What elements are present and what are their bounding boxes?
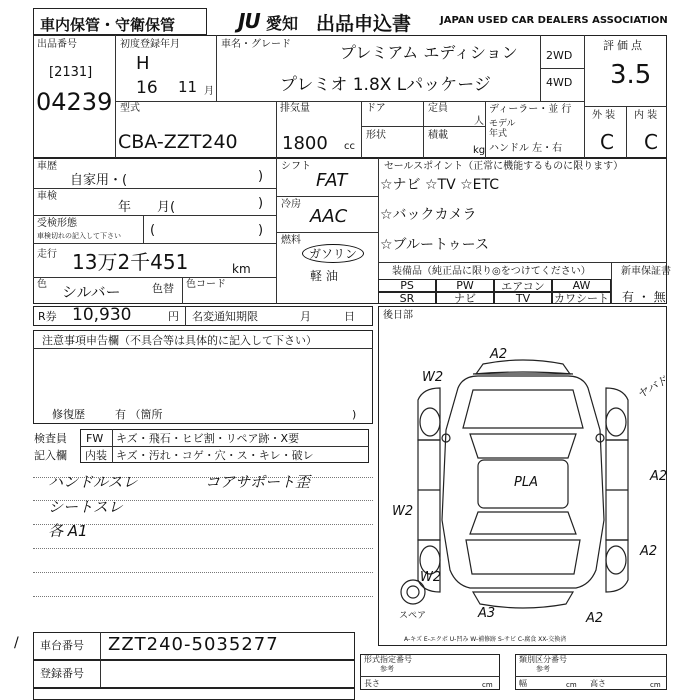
interior-grade: C [644, 130, 658, 154]
selling-point-3: ☆ブルートゥース [380, 237, 489, 253]
dealer-model-year: モデル 年式 [489, 119, 516, 139]
model-value: CBA-ZZT240 [118, 131, 238, 153]
dealer-handle: ハンドル 左・右 [489, 143, 563, 154]
vehicle-name: プレミアム エディション [340, 43, 518, 62]
lot-label: 出品番号 [37, 39, 77, 50]
fuel-gasoline-text: ガソリン [309, 247, 358, 261]
vehicle-name-label: 車名・グレード [221, 39, 291, 50]
left-margin-mark: / [14, 635, 19, 651]
displacement-label: 排気量 [280, 103, 310, 114]
trunk-outline [466, 540, 580, 574]
fuel-diesel: 軽 油 [310, 269, 338, 283]
warranty-label: 新車保証書 [621, 266, 671, 277]
ac-value: AAC [310, 206, 348, 227]
registration-month: 11 [178, 78, 198, 96]
inspector-row2-items: キズ・汚れ・コゲ・穴・ス・キレ・破レ [116, 449, 314, 462]
repair-label: 修復歴 [52, 408, 85, 421]
displacement-unit: cc [344, 141, 355, 152]
inspector-row1-code: FW [86, 432, 104, 445]
equipment-tv: TV [494, 292, 552, 304]
notice-value: 月 日 [300, 310, 355, 323]
regnum-label: 登録番号 [40, 667, 84, 680]
spare-label: スペア [399, 611, 427, 621]
notes-label: 注意事項申告欄（不具合等は具体的に記入して下さい） [42, 334, 317, 347]
width-unit: cm [566, 681, 577, 689]
score-value: 3.5 [610, 60, 652, 90]
recycle-unit: 円 [168, 310, 179, 323]
load-unit: kg [473, 145, 486, 156]
remark-2: シートスレ [48, 498, 123, 516]
repair-close: ) [352, 408, 357, 421]
remark-1-right: コアサポート歪 [205, 473, 311, 491]
height-unit: cm [650, 681, 661, 689]
equipment-navi: ナビ [436, 292, 494, 304]
registration-label: 初度登録年月 [120, 39, 180, 50]
damage-mark-right-front: ヤバド [634, 373, 670, 402]
selling-point-2: ☆バックカメラ [380, 207, 477, 223]
drive-4wd: 4WD [546, 76, 573, 89]
dealer-parallel: ディーラー・並 行 [489, 104, 572, 115]
equipment-sr: SR [378, 292, 436, 304]
model-label: 型式 [120, 103, 140, 114]
cert-label: 形式指定番号 [364, 655, 412, 664]
chassis-label: 車台番号 [40, 639, 84, 652]
color-value: シルバー [62, 283, 121, 301]
chassis-value: ZZT240-5035277 [108, 634, 279, 655]
fuel-gasoline [302, 244, 364, 263]
recycle-label: R券 [38, 310, 57, 323]
capacity-label: 定員 [428, 103, 448, 114]
registration-era: H [136, 53, 150, 74]
hood-outline [463, 390, 583, 428]
width-label: 幅 [519, 679, 527, 688]
mileage-value: 13万2千451 [72, 250, 189, 274]
damage-mark-rear-bumper-2: A2 [586, 611, 604, 626]
registration-month-suffix: 月 [204, 86, 214, 97]
wheel-front-left [420, 408, 440, 436]
shape-label: 形状 [366, 130, 386, 141]
lot-number: 04239 [36, 88, 113, 116]
remark-1-left: ハンドルスレ [48, 473, 138, 491]
selling-points-label: セールスポイント（正常に機能するものに限ります） [384, 161, 624, 172]
capacity-unit: 人 [474, 116, 484, 127]
equipment-aw: AW [552, 279, 611, 292]
damage-mark-left-rear: W2 [420, 570, 442, 585]
damage-mark-right-door: A2 [650, 469, 668, 484]
shift-value: FAT [316, 170, 348, 191]
inspector-label-2: 記入欄 [34, 449, 67, 462]
registration-year: 16 [136, 78, 158, 98]
score-label: 評価点 [603, 39, 645, 52]
damage-mark-rear-bumper-1: A3 [478, 606, 496, 621]
damage-mark-left-front: W2 [422, 370, 444, 385]
acceptance-label: 受検形態 [37, 218, 77, 229]
damage-mark-left-door: W2 [392, 504, 414, 519]
diagram-back-label: 後日部 [383, 310, 413, 321]
lot-bracket-code: [2131] [49, 65, 93, 80]
inspector-row2-code: 内装 [85, 449, 107, 462]
selling-point-1: ☆ナビ ☆TV ☆ETC [380, 177, 500, 193]
displacement-value: 1800 [282, 133, 328, 154]
interior-label: 内 装 [634, 110, 658, 121]
windshield-outline [470, 434, 576, 458]
storage-label: 車内保管・守衛保管 [40, 16, 176, 34]
inspector-row1-items: キズ・飛石・ヒビ割・リペア跡・X要 [116, 432, 300, 445]
rear-window-outline [470, 512, 576, 534]
door-label: ドア [366, 103, 386, 114]
storage-label-box [33, 8, 207, 35]
mileage-unit: km [232, 262, 251, 276]
exterior-grade: C [600, 130, 614, 154]
damage-mark-roof: PLA [514, 475, 538, 490]
length-unit: cm [482, 681, 493, 689]
length-label: 長さ [364, 679, 380, 688]
usage-label: 車歴 [37, 161, 57, 172]
mileage-label: 走行 [37, 249, 57, 260]
equipment-ac: エアコン [494, 279, 552, 292]
exterior-label: 外 装 [592, 110, 616, 121]
vehicle-grade: プレミオ 1.8X Lパッケージ [280, 75, 491, 95]
equipment-seat: カワシート [554, 292, 609, 305]
org-english: JAPAN USED CAR DEALERS ASSOCIATION [440, 15, 668, 26]
equipment-label: 装備品（純正品に限り◎をつけてください） [392, 266, 591, 277]
damage-mark-front-bumper: A2 [490, 347, 508, 362]
inspector-label-1: 検査員 [34, 432, 67, 445]
ju-logo: JU [238, 9, 260, 33]
bottom-small-row [33, 688, 355, 700]
repair-value: 有 （箇所 [115, 408, 163, 421]
equipment-pw: PW [436, 279, 494, 292]
equipment-ps: PS [378, 279, 436, 292]
wheel-rear-right [606, 546, 626, 574]
org-name: 愛知 [266, 14, 299, 33]
drive-2wd: 2WD [546, 49, 573, 62]
fuel-label: 燃料 [281, 235, 301, 246]
class-label: 類別区分番号 [519, 655, 567, 664]
usage-value: 自家用・( [70, 173, 128, 188]
remark-3: 各 A1 [48, 522, 88, 540]
height-label: 高さ [590, 679, 606, 688]
warranty-value: 有 ・ 無 [622, 290, 666, 304]
inspection-label: 車検 [37, 191, 57, 202]
damage-mark-right-rear: A2 [640, 544, 658, 559]
color-code-label: 色コード [186, 279, 226, 290]
recycle-value: 10,930 [72, 305, 132, 325]
inspection-close: ) [258, 196, 264, 211]
usage-close: ) [258, 169, 264, 184]
class-ref: 参考 [536, 665, 550, 673]
cert-ref: 参考 [380, 665, 394, 673]
wheel-front-right [606, 408, 626, 436]
diagram-legend: A-キズ E-エクボ U-凹み W-補修跡 S-サビ C-腐食 XX-交換済 [404, 636, 567, 643]
inspection-value: 年 月( [118, 200, 176, 215]
acceptance-note: 車検切れの記入して下さい [37, 232, 121, 240]
ac-label: 冷房 [281, 199, 301, 210]
notice-label: 名変通知期限 [192, 310, 258, 323]
color-change-label: 色替 [152, 282, 174, 295]
form-title: 出品申込書 [316, 13, 412, 35]
load-label: 積載 [428, 130, 448, 141]
color-label: 色 [37, 279, 47, 290]
shift-label: シフト [281, 161, 311, 172]
